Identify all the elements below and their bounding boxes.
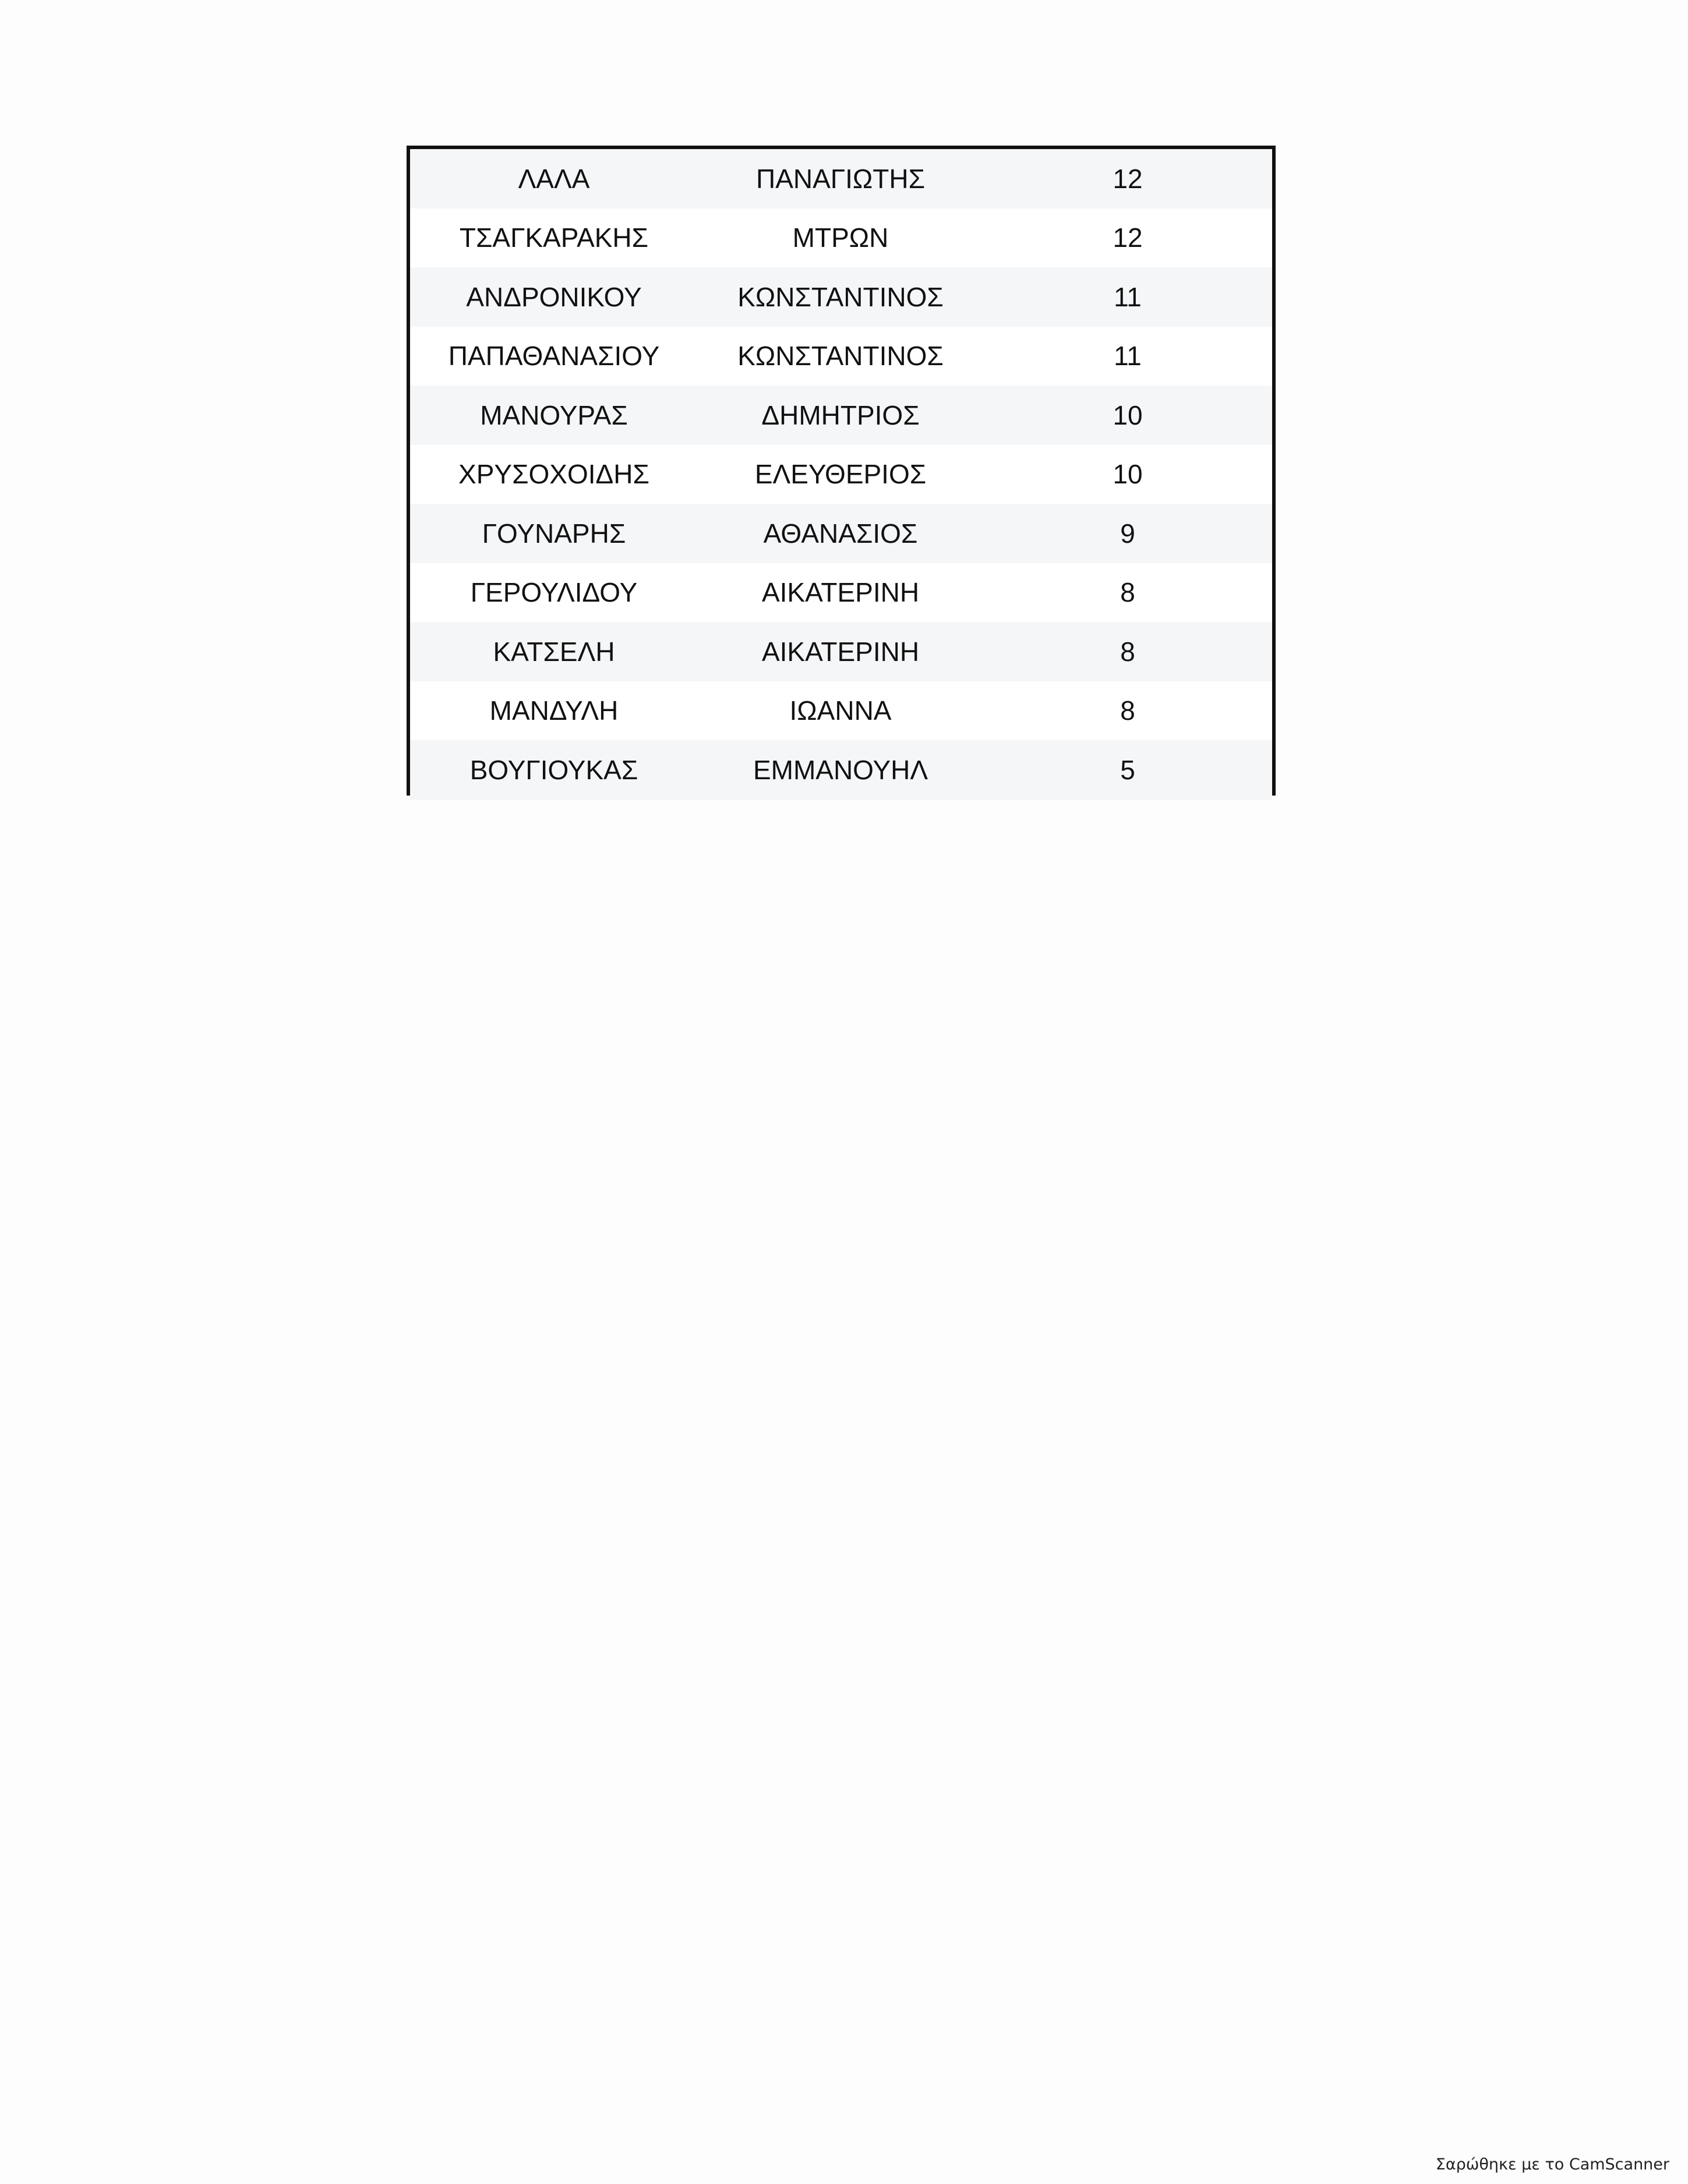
table-row	[410, 563, 1272, 623]
table-row	[410, 445, 1272, 504]
votes-cell: 10	[1113, 459, 1143, 490]
first-name-cell: ΑΘΑΝΑΣΙΟΣ	[763, 518, 918, 549]
first-name-cell: ΚΩΝΣΤΑΝΤΙΝΟΣ	[737, 281, 944, 312]
votes-cell: 12	[1113, 163, 1143, 194]
table-row	[410, 504, 1272, 563]
table-row	[410, 386, 1272, 445]
table-row	[410, 681, 1272, 741]
table-row	[410, 208, 1272, 268]
table-row	[410, 267, 1272, 327]
first-name-cell: ΠΑΝΑΓΙΩΤΗΣ	[755, 163, 926, 194]
table-row	[410, 149, 1272, 208]
first-name-cell: ΚΩΝΣΤΑΝΤΙΝΟΣ	[737, 341, 944, 372]
surname-cell: ΓΕΡΟΥΛΙΔΟΥ	[470, 577, 638, 608]
table-row	[410, 327, 1272, 386]
votes-cell: 11	[1114, 341, 1142, 372]
votes-cell: 8	[1120, 695, 1135, 726]
surname-cell: ΛΑΛΑ	[518, 163, 590, 194]
first-name-cell: ΑΙΚΑΤΕΡΙΝΗ	[761, 636, 920, 667]
surname-cell: ΓΟΥΝΑΡΗΣ	[482, 518, 626, 549]
surname-cell: ΑΝΔΡΟΝΙΚΟΥ	[466, 281, 642, 312]
votes-cell: 11	[1114, 281, 1142, 312]
surname-cell: ΤΣΑΓΚΑΡΑΚΗΣ	[459, 222, 649, 253]
results-table	[407, 146, 1276, 796]
first-name-cell: ΕΛΕΥΘΕΡΙΟΣ	[754, 459, 927, 490]
table-row	[410, 740, 1272, 800]
surname-cell: ΒΟΥΓΙΟΥΚΑΣ	[469, 754, 638, 785]
votes-cell: 10	[1113, 400, 1143, 430]
votes-cell: 9	[1120, 518, 1135, 549]
votes-cell: 8	[1120, 577, 1135, 608]
table-row	[410, 622, 1272, 681]
first-name-cell: ΑΙΚΑΤΕΡΙΝΗ	[761, 577, 920, 608]
votes-cell: 12	[1113, 222, 1143, 253]
surname-cell: ΧΡΥΣΟΧΟΙΔΗΣ	[458, 459, 649, 490]
first-name-cell: ΕΜΜΑΝΟΥΗΛ	[753, 754, 928, 785]
votes-cell: 8	[1120, 636, 1135, 667]
surname-cell: ΚΑΤΣΕΛΗ	[493, 636, 615, 667]
scanner-watermark-text: Σαρώθηκε με το CamScanner	[1435, 2155, 1669, 2174]
surname-cell: ΠΑΠΑΘΑΝΑΣΙΟΥ	[448, 341, 660, 372]
first-name-cell: ΔΗΜΗΤΡΙΟΣ	[761, 400, 920, 430]
first-name-cell: ΙΩΑΝΝΑ	[789, 695, 892, 726]
first-name-cell: ΜΤΡΩΝ	[792, 222, 889, 253]
surname-cell: ΜΑΝΟΥΡΑΣ	[480, 400, 628, 430]
votes-cell: 5	[1120, 754, 1135, 785]
surname-cell: ΜΑΝΔΥΛΗ	[489, 695, 619, 726]
